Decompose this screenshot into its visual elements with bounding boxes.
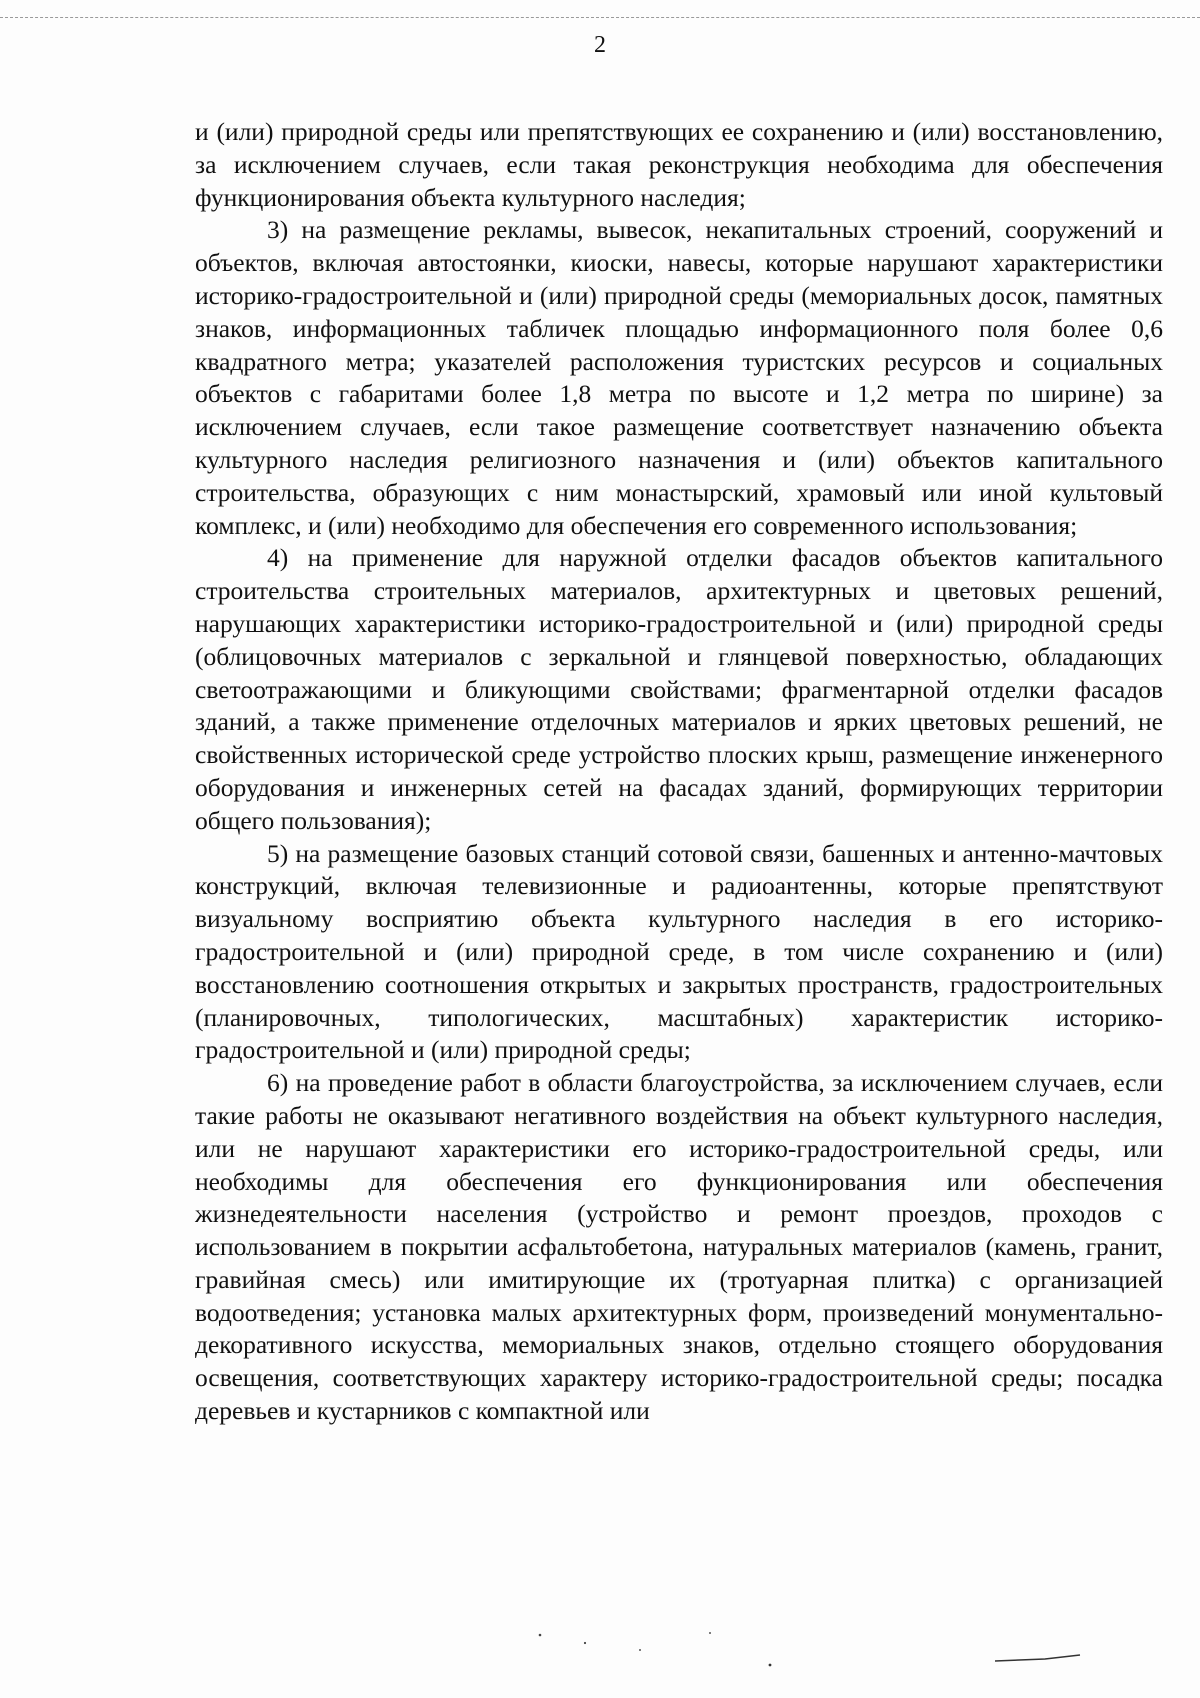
paragraph-continuation: и (или) природной среды или препятствующих ее сохранению и (или) восстановлению, за исключением случаев, если такая реконструкция необходима для обеспечения функционирования объекта культурного наследия; bbox=[195, 117, 1163, 212]
paragraph-item-6: 6) на проведение работ в области благоустройства, за исключением случаев, если такие работы не оказывают негативного воздействия на объект культурного наследия, или не нарушают характеристики его историко-градостроительной среды, или необходимы для обеспечения его функционирования или обеспечения жизнедеятельности населения (устройство и ремонт проездов, проходов с использованием в покрытии асфальтобетона, натуральных материалов (камень, гранит, гравийная смесь) или имитирующие их (тротуарная плитка) с организацией водоотведения; установка малых архитектурных форм, произведений монументально-декоративного искусства, мемориальных знаков, отдельно стоящего оборудования освещения, соответствующих характеру историко-градостроительной среды; посадка деревьев и кустарников с компактной или bbox=[195, 1068, 1163, 1426]
paragraph-item-5: 5) на размещение базовых станций сотовой связи, башенных и антенно-мачтовых конструкций, включая телевизионные и радиоантенны, которые препятствуют визуальному восприятию объекта культурного наследия в его историко-градостроительной и (или) природной среде, в том числе сохранению и (или) восстановлению соотношения открытых и закрытых пространств, градостроительных (планировочных, типологических, масштабных) характеристик историко-градостроительной и (или) природной среды; bbox=[195, 838, 1163, 1065]
paragraph-item-4: 4) на применение для наружной отделки фасадов объектов капитального строительства строительных материалов, архитектурных и цветовых решений, нарушающих характеристики историко-градостроительной и (или) природной среды (облицовочных материалов с зеркальной и глянцевой поверхностью, обладающих светоотражающими и бликующими свойствами; фрагментарной отделки фасадов зданий, а также применение отделочных материалов и ярких цветовых решений, не свойственных исторической среде устройство плоских крыш, размещение инженерного оборудования и инженерных сетей на фасадах зданий, формирующих территории общего пользования); bbox=[195, 543, 1163, 835]
page-number: 2 bbox=[594, 32, 606, 58]
paragraph-item-3: 3) на размещение рекламы, вывесок, некапитальных строений, сооружений и объектов, включая автостоянки, киоски, навесы, которые нарушают характеристики историко-градостроительной и (или) природной среды (мемориальных досок, памятных знаков, информационных табличек площадью информационного поля более 0,6 квадратного метра; указателей расположения туристских ресурсов и социальных объектов с габаритами более 1,8 метра по высоте и 1,2 метра по ширине) за исключением случаев, если такое размещение соответствует назначению объекта культурного наследия религиозного назначения и (или) объектов капитального строительства, образующих с ним монастырский, храмовый или иной культовый комплекс, и (или) необходимо для обеспечения его современного использования; bbox=[195, 215, 1163, 540]
scan-noise bbox=[0, 1605, 1200, 1685]
document-body bbox=[195, 116, 1163, 1428]
scan-top-edge bbox=[0, 17, 1200, 18]
